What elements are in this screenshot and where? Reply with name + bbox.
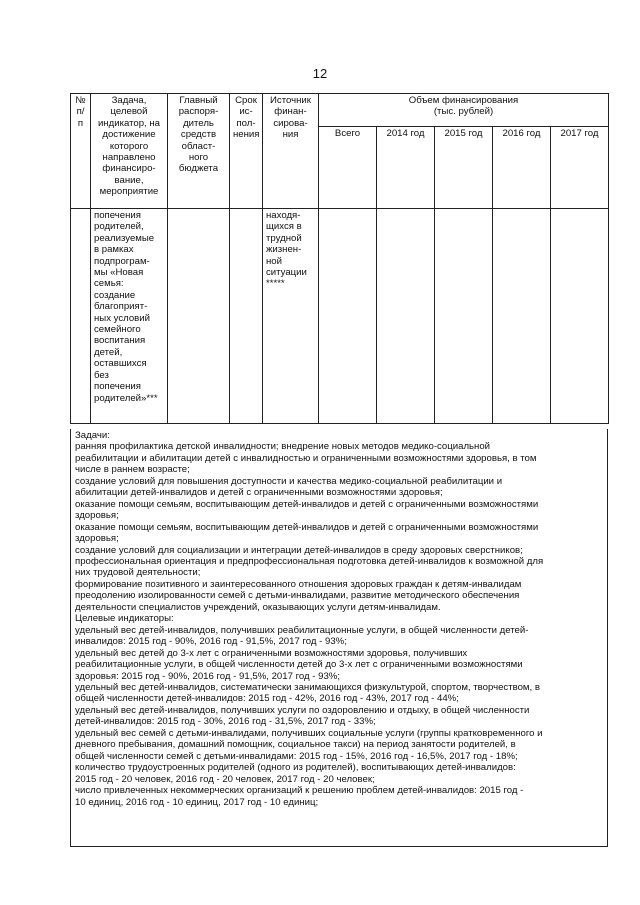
tasks-line: удельный вес семей с детьми-инвалидами, получивших социальные услуги (группы кратковременного и xyxy=(75,727,543,739)
tasks-line: деятельности специалистов учреждений, оказывающих услуги детям-инвалидам. xyxy=(75,601,441,613)
tasks-line: Задачи: xyxy=(75,430,110,441)
header-task: Задача, целевой индикатор, на достижение которого направлено финансиро- вание, мероприятие xyxy=(91,94,168,209)
tasks-line: общей численности детей-инвалидов: 2015 год - 42%, 2016 год - 43%, 2017 год - 44%; xyxy=(75,693,459,705)
page-number: 12 xyxy=(312,66,328,81)
header-volume: Объем финансирования (тыс. рублей) xyxy=(319,94,609,127)
tasks-line: общей численности семей с детьми-инвалидами: 2015 год - 15%, 2016 год - 16,5%, 2017 год - 18%; xyxy=(75,750,518,762)
tasks-line: удельный вес детей-инвалидов, получивших услуги по оздоровлению и отдыху, в общей численности xyxy=(75,704,530,716)
tasks-line: создание условий для социализации и интеграции детей-инвалидов в среду здоровых сверстников; xyxy=(75,544,523,556)
row-2014 xyxy=(377,209,435,424)
tasks-line: здоровья; xyxy=(75,533,119,545)
tasks-line: Целевые индикаторы: xyxy=(75,613,174,625)
tasks-line: удельный вес детей-инвалидов, систематически занимающихся физкультурой, спортом, творчеством, в xyxy=(75,681,540,693)
financing-table xyxy=(70,93,609,424)
tasks-line: дневного пребывания, домашний помощник, социальное такси) на период занятости родителей, в xyxy=(75,739,516,751)
row-task: попечения родителей, реализуемые в рамках подпрограм- мы «Новая семья: создание благоприят- ных условий семейного воспитания детей, оставшихся без попечения родителей»*** xyxy=(91,209,168,424)
row-number xyxy=(71,209,91,424)
header-2017: 2017 год xyxy=(551,127,609,209)
row-2016 xyxy=(493,209,551,424)
tasks-line: 2015 год - 20 человек, 2016 год - 20 человек, 2017 год - 20 человек; xyxy=(75,773,375,785)
tasks-line: формирование позитивного и заинтересованного отношения здоровых граждан к детям-инвалидам xyxy=(75,578,522,590)
header-2015: 2015 год xyxy=(435,127,493,209)
row-admin xyxy=(168,209,230,424)
row-2017 xyxy=(551,209,609,424)
tasks-line: числе в раннем возрасте; xyxy=(75,464,190,476)
tasks-line: число привлеченных некоммерческих организаций к решению проблем детей-инвалидов: 2015 год - xyxy=(75,785,524,797)
tasks-line: детей-инвалидов: 2015 год - 30%, 2016 год - 31,5%, 2017 год - 33%; xyxy=(75,716,376,728)
header-source: Источник финан- сирова- ния xyxy=(263,94,319,209)
tasks-line: реабилитационные услуги, в общей численности детей до 3-х лет с ограниченными возможностями xyxy=(75,659,523,671)
tasks-line: удельный вес детей до 3-х лет с ограниченными возможностями здоровья, получивших xyxy=(75,647,468,659)
tasks-line: здоровья; xyxy=(75,510,119,522)
header-number: № п/п xyxy=(71,94,91,209)
row-2015 xyxy=(435,209,493,424)
tasks-line: удельный вес детей-инвалидов, получивших реабилитационные услуги, в общей численности детей- xyxy=(75,624,529,636)
tasks-line: здоровья: 2015 год - 90%, 2016 год - 91,5%, 2017 год - 93%; xyxy=(75,670,340,682)
header-total: Всего xyxy=(319,127,377,209)
tasks-line: оказание помощи семьям, воспитывающим детей-инвалидов и детей с ограниченными возможностями xyxy=(75,521,539,533)
row-term xyxy=(230,209,263,424)
header-term: Срок ис- пол- нения xyxy=(230,94,263,209)
tasks-line: инвалидов: 2015 год - 90%, 2016 год - 91,5%, 2017 год - 93%; xyxy=(75,636,347,648)
tasks-section xyxy=(70,429,608,847)
tasks-line: ранняя профилактика детской инвалидности; внедрение новых методов медико-социальной xyxy=(75,441,491,453)
header-2016: 2016 год xyxy=(493,127,551,209)
tasks-line: абилитации детей-инвалидов и детей с ограниченными возможностями здоровья; xyxy=(75,487,443,499)
tasks-line: количество трудоустроенных родителей (одного из родителей), воспитывающих детей-инвалидов: xyxy=(75,762,516,774)
tasks-line: них трудовой деятельности; xyxy=(75,567,201,579)
header-admin: Главный распоря- дитель средств област- ного бюджета xyxy=(168,94,230,209)
tasks-line: профессиональная ориентация и предпрофессиональная подготовка детей-инвалидов к возможной для xyxy=(75,555,544,567)
header-2014: 2014 год xyxy=(377,127,435,209)
row-source: находя- щихся в трудной жизнен- ной ситуации ***** xyxy=(263,209,319,424)
tasks-line: 10 единиц, 2016 год - 10 единиц, 2017 год - 10 единиц; xyxy=(75,796,319,808)
tasks-line: реабилитации и абилитации детей с инвалидностью и ограниченными возможностями здоровья, в том xyxy=(75,452,537,464)
tasks-line: преодолению изолированности семей с детьми-инвалидами, развитие методического обеспечения xyxy=(75,590,520,602)
row-total xyxy=(319,209,377,424)
tasks-line: оказание помощи семьям, воспитывающим детей-инвалидов и детей с ограниченными возможностями xyxy=(75,498,539,510)
tasks-line: создание условий для повышения доступности и качества медико-социальной реабилитации и xyxy=(75,475,503,487)
